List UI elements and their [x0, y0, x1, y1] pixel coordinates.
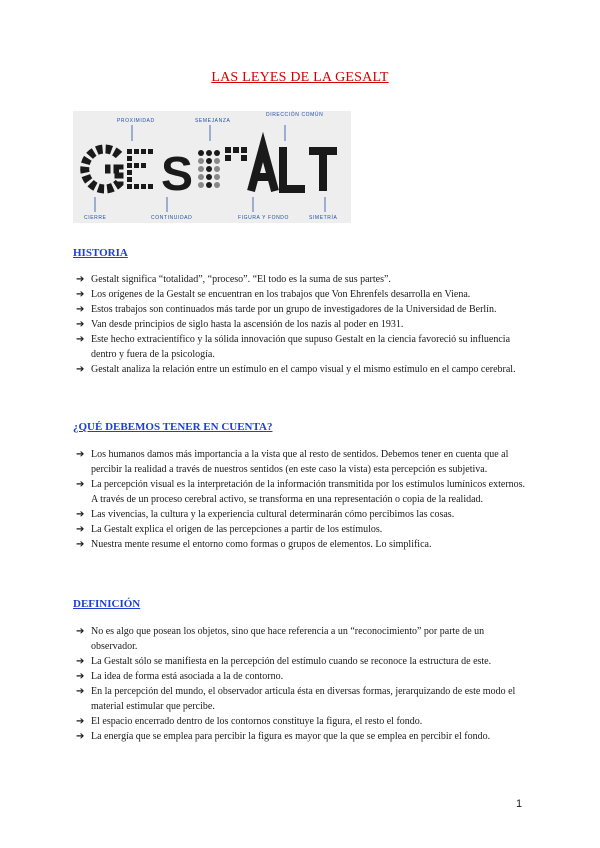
arrow-bullet-icon: ➔ — [76, 304, 85, 315]
label-figura: FIGURA Y FONDO — [238, 215, 289, 221]
gestalt-word-graphic — [73, 111, 351, 223]
list-item: ➔ La Gestalt sólo se manifiesta en la percepción del estímulo cuando se reconoce la estructura de este. — [76, 656, 492, 667]
label-cierre: CIERRE — [84, 215, 107, 221]
arrow-bullet-icon: ➔ — [76, 364, 85, 375]
label-continuidad: CONTINUIDAD — [151, 215, 193, 221]
document-title: LAS LEYES DE LA GESALT — [211, 70, 389, 85]
list-item: ➔ Van desde principios de siglo hasta la ascensión de los nazis al poder en 1931. — [76, 319, 404, 330]
list-item: ➔ La Gestalt explica el origen de las percepciones a partir de los estímulos. — [76, 524, 383, 535]
arrow-bullet-icon: ➔ — [76, 524, 85, 535]
arrow-bullet-icon: ➔ — [76, 671, 85, 682]
arrow-bullet-icon: ➔ — [76, 479, 85, 490]
list-item: ➔ Nuestra mente resume el entorno como formas o grupos de elementos. Lo simplifica. — [76, 539, 432, 550]
historia-list — [73, 272, 533, 377]
section-heading-historia: HISTORIA — [73, 247, 128, 259]
label-proximidad: PROXIMIDAD — [117, 118, 155, 124]
definicion-list — [73, 624, 533, 744]
label-simetria: SIMETRÍA — [309, 215, 338, 221]
section-heading-definicion: DEFINICIÓN — [73, 598, 141, 610]
arrow-bullet-icon: ➔ — [76, 274, 85, 285]
list-item: ➔ Estos trabajos son continuados más tarde por un grupo de investigadores de la Universidad de Berlín. — [76, 304, 497, 315]
cuenta-list — [73, 447, 533, 552]
arrow-bullet-icon: ➔ — [76, 716, 85, 727]
list-item: ➔ Este hecho extracientífico y la sólida innovación que supuso Gestalt en la ciencia favoreció su influencia dentro y fuera de la psicología. — [76, 334, 511, 360]
arrow-bullet-icon: ➔ — [76, 334, 85, 345]
gestalt-illustration — [73, 111, 351, 223]
list-item: ➔ La idea de forma está asociada a la de contorno. — [76, 671, 284, 682]
list-item: ➔ La energía que se emplea para percibir la figura es mayor que la que se emplea en percibir el fondo. — [76, 731, 491, 742]
arrow-bullet-icon: ➔ — [76, 509, 85, 520]
list-item: ➔ Gestalt significa “totalidad”, “proceso”. “El todo es la suma de sus partes”. — [76, 274, 391, 285]
svg-text:S: S — [161, 148, 194, 201]
list-item: ➔ Las vivencias, la cultura y la experiencia cultural determinarán cómo percibimos las cosas. — [76, 509, 455, 520]
list-item: ➔ Los humanos damos más importancia a la vista que al resto de sentidos. Debemos tener en cuenta que al percibir la realidad a través de nuestros sentidos (en este caso la vista) esta percepción es subjetiva. — [76, 449, 509, 475]
list-item: ➔ La percepción visual es la interpretación de la información transmitida por los estímulos lumínicos externos. A través de un proceso cerebral activo, se transforma en una representación o copia de la realidad. — [76, 479, 526, 505]
arrow-bullet-icon: ➔ — [76, 289, 85, 300]
label-semejanza: SEMEJANZA — [195, 118, 231, 124]
section-heading-cuenta: ¿QUÉ DEBEMOS TENER EN CUENTA? — [73, 421, 273, 433]
arrow-bullet-icon: ➔ — [76, 626, 85, 637]
list-item: ➔ Los orígenes de la Gestalt se encuentran en los trabajos que Von Ehrenfels desarrolla en Viena. — [76, 289, 471, 300]
arrow-bullet-icon: ➔ — [76, 686, 85, 697]
list-item: ➔ Gestalt analiza la relación entre un estímulo en el campo visual y el mismo estímulo en el campo cerebral. — [76, 364, 516, 375]
arrow-bullet-icon: ➔ — [76, 539, 85, 550]
list-item: ➔ En la percepción del mundo, el observador articula ésta en diversas formas, jerarquizando de este modo el material estimular que percibe. — [76, 686, 516, 712]
arrow-bullet-icon: ➔ — [76, 656, 85, 667]
arrow-bullet-icon: ➔ — [76, 731, 85, 742]
arrow-bullet-icon: ➔ — [76, 319, 85, 330]
list-item: ➔ El espacio encerrado dentro de los contornos constituye la figura, el resto el fondo. — [76, 716, 423, 727]
arrow-bullet-icon: ➔ — [76, 449, 85, 460]
list-item: ➔ No es algo que posean los objetos, sino que hace referencia a un “reconocimiento” por parte de un observador. — [76, 626, 485, 652]
label-direccion: DIRECCIÓN COMÚN — [266, 112, 324, 118]
page-number: 1 — [516, 798, 523, 810]
